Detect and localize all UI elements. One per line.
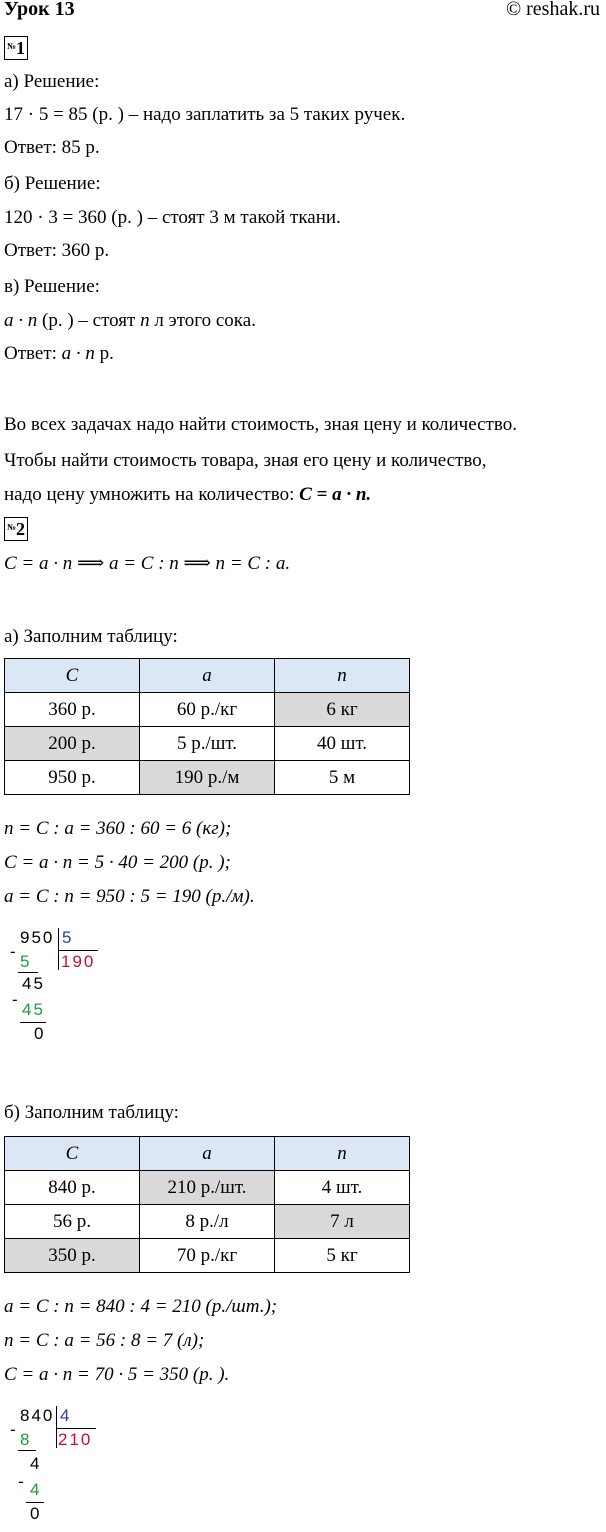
calc-a-2: C = a · n = 5 · 40 = 200 (р. );: [4, 852, 231, 873]
division-a-quotient: 190: [61, 952, 96, 971]
division-b-step1: 8: [20, 1430, 32, 1449]
task-1v-title: в) Решение:: [4, 276, 100, 297]
table-a-cell-filled: 200 р.: [5, 727, 140, 761]
task-1a-title: а) Решение:: [4, 71, 100, 92]
table-b-cell: 5 кг: [275, 1239, 410, 1273]
task-2-number-badge: № 2: [4, 517, 28, 541]
table-b-cell: 70 р./кг: [140, 1239, 275, 1273]
division-a-step2: 45: [22, 1000, 45, 1019]
calc-b-3: C = a · n = 70 · 5 = 350 (р. ).: [4, 1364, 230, 1385]
task-1a-answer: Ответ: 85 р.: [4, 137, 100, 158]
calc-a-1: n = C : a = 360 : 60 = 6 (кг);: [4, 818, 232, 839]
table-b-header-c: C: [5, 1137, 140, 1171]
table-b-header-n: n: [275, 1137, 410, 1171]
task-2-formula: C = a · n ⟹ a = C : n ⟹ n = C : a.: [4, 553, 291, 574]
table-a-cell: 950 р.: [5, 761, 140, 795]
table-a-cell: 60 р./кг: [140, 693, 275, 727]
division-a-divisor: 5: [62, 928, 74, 947]
task-2b-title: б) Заполним таблицу:: [4, 1102, 179, 1123]
calc-a-3: a = C : n = 950 : 5 = 190 (р./м).: [4, 886, 255, 907]
division-b-divisor: 4: [60, 1406, 72, 1425]
table-a-cell-filled: 6 кг: [275, 693, 410, 727]
division-b-dividend: 840: [20, 1406, 55, 1425]
task-2a-title: а) Заполним таблицу:: [4, 626, 178, 647]
task-1b-answer: Ответ: 360 р.: [4, 240, 110, 261]
division-b-rem2: 0: [30, 1504, 42, 1523]
division-a-step1: 5: [20, 952, 32, 971]
table-b-cell: 56 р.: [5, 1205, 140, 1239]
calc-b-2: n = C : a = 56 : 8 = 7 (л);: [4, 1330, 205, 1351]
calc-b-1: a = C : n = 840 : 4 = 210 (р./шт.);: [4, 1296, 278, 1317]
table-a-cell-filled: 190 р./м: [140, 761, 275, 795]
task-1-number-badge: № 1: [4, 36, 28, 60]
division-a-dividend: 950: [20, 928, 55, 947]
division-b-rem1: 4: [30, 1454, 42, 1473]
conclusion-line-3: надо цену умножить на количество: C = a · n.: [4, 484, 372, 505]
division-b-quotient: 210: [58, 1430, 93, 1449]
division-b-step2: 4: [30, 1480, 42, 1499]
table-b-cell-filled: 350 р.: [5, 1239, 140, 1273]
task-1a-solution: 17 · 5 = 85 (р. ) – надо заплатить за 5 таких ручек.: [4, 104, 406, 125]
division-a-rem1: 45: [22, 974, 45, 993]
table-a-cell: 5 м: [275, 761, 410, 795]
conclusion-line-2: Чтобы найти стоимость товара, зная его цену и количество,: [4, 450, 487, 471]
task-1b-title: б) Решение:: [4, 173, 101, 194]
table-b-cell: 840 р.: [5, 1171, 140, 1205]
task-2-number: 2: [16, 519, 25, 539]
table-b-cell-filled: 210 р./шт.: [140, 1171, 275, 1205]
table-b-cell: 4 шт.: [275, 1171, 410, 1205]
table-b-cell: 8 р./л: [140, 1205, 275, 1239]
table-a-cell: 5 р./шт.: [140, 727, 275, 761]
table-a-cell: 360 р.: [5, 693, 140, 727]
table-a-header-a: a: [140, 659, 275, 693]
task-1v-solution: a · n (р. ) – стоят n л этого сока.: [4, 310, 256, 331]
task-1b-solution: 120 · 3 = 360 (р. ) – стоят 3 м такой ткани.: [4, 207, 341, 228]
table-a-cell: 40 шт.: [275, 727, 410, 761]
table-b-cell-filled: 7 л: [275, 1205, 410, 1239]
lesson-title: Урок 13: [4, 0, 75, 20]
table-a-header-n: n: [275, 659, 410, 693]
division-a-rem2: 0: [34, 1024, 46, 1043]
table-b: [4, 1136, 410, 1273]
table-a-header-c: C: [5, 659, 140, 693]
task-1-number: 1: [16, 38, 25, 58]
site-credit: © reshak.ru: [505, 0, 600, 20]
table-a: [4, 658, 410, 795]
task-1v-answer: Ответ: a · n р.: [4, 343, 114, 364]
table-b-header-a: a: [140, 1137, 275, 1171]
conclusion-line-1: Во всех задачах надо найти стоимость, зная цену и количество.: [4, 414, 517, 435]
